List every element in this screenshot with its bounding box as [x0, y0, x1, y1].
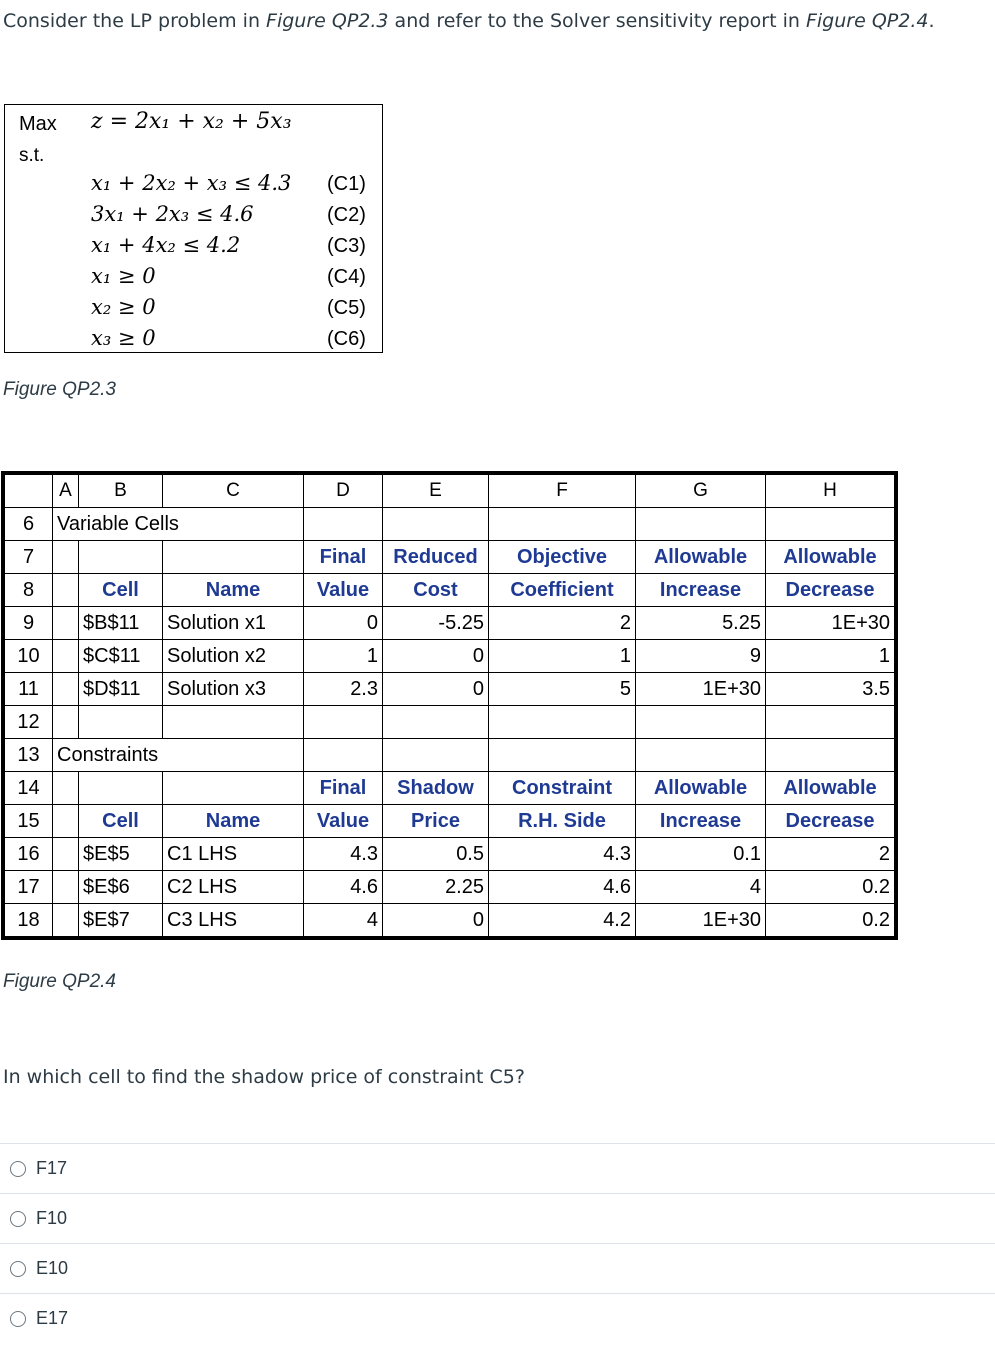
final-value: 2.3: [304, 673, 383, 706]
constraint-rhs: 4.6: [489, 871, 636, 904]
final-value: 4: [304, 904, 383, 937]
objective-coefficient: 2: [489, 607, 636, 640]
constraint-rhs: 4.2: [489, 904, 636, 937]
table-row: [5, 838, 895, 871]
col-header: A: [53, 475, 79, 508]
table-row: [5, 640, 895, 673]
radio-button[interactable]: [10, 1311, 26, 1327]
allowable-increase: 4: [636, 871, 766, 904]
cell-name: C1 LHS: [163, 838, 304, 871]
answer-options: [0, 1143, 995, 1343]
intro-fig1: Figure QP2.3: [266, 10, 389, 32]
final-value: 4.3: [304, 838, 383, 871]
row-number: 11: [5, 673, 53, 706]
reduced-cost: -5.25: [383, 607, 489, 640]
header-cell: Constraint: [489, 772, 636, 805]
header-cell: Reduced: [383, 541, 489, 574]
constraint-label: (C4): [327, 266, 366, 288]
header-cell: Value: [304, 805, 383, 838]
header-cell: Allowable: [766, 772, 895, 805]
intro-middle: and refer to the Solver sensitivity report in: [388, 10, 806, 32]
header-cell: Final: [304, 541, 383, 574]
final-value: 4.6: [304, 871, 383, 904]
final-value: 0: [304, 607, 383, 640]
cell-ref: $E$6: [79, 871, 163, 904]
row-number: 13: [5, 739, 53, 772]
max-label: Max: [19, 113, 57, 135]
column-header-row: [5, 475, 895, 508]
table-row: [5, 739, 895, 772]
reduced-cost: 0: [383, 640, 489, 673]
allowable-decrease: 0.2: [766, 904, 895, 937]
allowable-decrease: 2: [766, 838, 895, 871]
shadow-price: 0: [383, 904, 489, 937]
answer-option[interactable]: [0, 1143, 995, 1193]
header-cell: Allowable: [636, 541, 766, 574]
header-cell: Cell: [79, 574, 163, 607]
table-row: [5, 706, 895, 739]
st-label: s.t.: [19, 145, 45, 166]
header-cell: Objective: [489, 541, 636, 574]
option-label[interactable]: F17: [36, 1158, 68, 1178]
col-header: B: [79, 475, 163, 508]
radio-button[interactable]: [10, 1261, 26, 1277]
col-header: D: [304, 475, 383, 508]
answer-option[interactable]: [0, 1293, 995, 1343]
figure-caption-qp2-4: Figure QP2.4: [3, 971, 116, 992]
allowable-increase: 1E+30: [636, 673, 766, 706]
lp-problem-box: [4, 104, 383, 353]
constraint-expr: x₂ ≥ 0: [91, 295, 156, 319]
header-cell: Increase: [636, 805, 766, 838]
header-cell: Price: [383, 805, 489, 838]
table-row: [5, 607, 895, 640]
table-row: [5, 673, 895, 706]
row-number: 8: [5, 574, 53, 607]
constraint-expr: x₁ + 4x₂ ≤ 4.2: [91, 233, 241, 257]
cell-name: Solution x2: [163, 640, 304, 673]
table-row: [5, 772, 895, 805]
table-row: [5, 574, 895, 607]
cell-name: C2 LHS: [163, 871, 304, 904]
allowable-increase: 1E+30: [636, 904, 766, 937]
allowable-increase: 9: [636, 640, 766, 673]
row-number: 15: [5, 805, 53, 838]
cell-ref: $C$11: [79, 640, 163, 673]
header-cell: Decrease: [766, 805, 895, 838]
cell-ref: $B$11: [79, 607, 163, 640]
option-label[interactable]: E10: [36, 1258, 69, 1278]
row-number: 16: [5, 838, 53, 871]
header-cell: Value: [304, 574, 383, 607]
table-row: [5, 805, 895, 838]
constraint-label: (C3): [327, 235, 366, 257]
header-cell: R.H. Side: [489, 805, 636, 838]
option-label[interactable]: E17: [36, 1308, 69, 1328]
section-label: Variable Cells: [53, 508, 304, 541]
row-number: 17: [5, 871, 53, 904]
constraint-expr: x₁ + 2x₂ + x₃ ≤ 4.3: [91, 171, 292, 195]
col-header: C: [163, 475, 304, 508]
cell-name: C3 LHS: [163, 904, 304, 937]
intro-suffix: .: [928, 10, 935, 32]
row-number: 18: [5, 904, 53, 937]
allowable-decrease: 1: [766, 640, 895, 673]
answer-option[interactable]: [0, 1243, 995, 1293]
table-row: [5, 508, 895, 541]
header-cell: Name: [163, 805, 304, 838]
allowable-decrease: 0.2: [766, 871, 895, 904]
objective-function: z = 2x₁ + x₂ + 5x₃: [91, 109, 292, 134]
intro-fig2: Figure QP2.4: [805, 10, 929, 32]
final-value: 1: [304, 640, 383, 673]
shadow-price: 2.25: [383, 871, 489, 904]
header-cell: Shadow: [383, 772, 489, 805]
constraint-label: (C2): [327, 204, 366, 226]
table-row: [5, 541, 895, 574]
objective-coefficient: 1: [489, 640, 636, 673]
row-number: 10: [5, 640, 53, 673]
radio-button[interactable]: [10, 1211, 26, 1227]
row-number: 12: [5, 706, 53, 739]
header-cell: Coefficient: [489, 574, 636, 607]
col-header: F: [489, 475, 636, 508]
cell-ref: $D$11: [79, 673, 163, 706]
col-header: E: [383, 475, 489, 508]
option-label[interactable]: F10: [36, 1208, 68, 1228]
header-cell: Cell: [79, 805, 163, 838]
constraint-label: (C6): [327, 328, 366, 350]
row-number: 14: [5, 772, 53, 805]
col-header: H: [766, 475, 895, 508]
sensitivity-report-table: [4, 474, 895, 937]
header-cell: Decrease: [766, 574, 895, 607]
row-number: 7: [5, 541, 53, 574]
table-row: [5, 904, 895, 937]
header-cell: Allowable: [636, 772, 766, 805]
header-cell: Allowable: [766, 541, 895, 574]
table-row: [5, 871, 895, 904]
section-label: Constraints: [53, 739, 304, 772]
objective-coefficient: 5: [489, 673, 636, 706]
allowable-increase: 5.25: [636, 607, 766, 640]
constraint-expr: 3x₁ + 2x₃ ≤ 4.6: [91, 202, 254, 226]
allowable-increase: 0.1: [636, 838, 766, 871]
constraint-label: (C5): [327, 297, 366, 319]
shadow-price: 0.5: [383, 838, 489, 871]
row-number: 6: [5, 508, 53, 541]
header-cell: Increase: [636, 574, 766, 607]
cell-name: Solution x1: [163, 607, 304, 640]
header-cell: Name: [163, 574, 304, 607]
row-number: 9: [5, 607, 53, 640]
header-cell: Final: [304, 772, 383, 805]
constraint-rhs: 4.3: [489, 838, 636, 871]
corner-cell: [5, 475, 53, 508]
constraint-expr: x₁ ≥ 0: [91, 264, 156, 288]
intro-text: [3, 10, 935, 32]
reduced-cost: 0: [383, 673, 489, 706]
constraint-label: (C1): [327, 173, 366, 195]
cell-ref: $E$5: [79, 838, 163, 871]
cell-name: Solution x3: [163, 673, 304, 706]
cell-ref: $E$7: [79, 904, 163, 937]
figure-caption-qp2-3: Figure QP2.3: [3, 379, 116, 400]
question-text: In which cell to find the shadow price of constraint C5?: [3, 1066, 525, 1088]
allowable-decrease: 3.5: [766, 673, 895, 706]
constraint-expr: x₃ ≥ 0: [91, 326, 156, 350]
intro-prefix: Consider the LP problem in: [3, 10, 267, 32]
answer-option[interactable]: [0, 1193, 995, 1243]
header-cell: Cost: [383, 574, 489, 607]
col-header: G: [636, 475, 766, 508]
allowable-decrease: 1E+30: [766, 607, 895, 640]
radio-button[interactable]: [10, 1161, 26, 1177]
